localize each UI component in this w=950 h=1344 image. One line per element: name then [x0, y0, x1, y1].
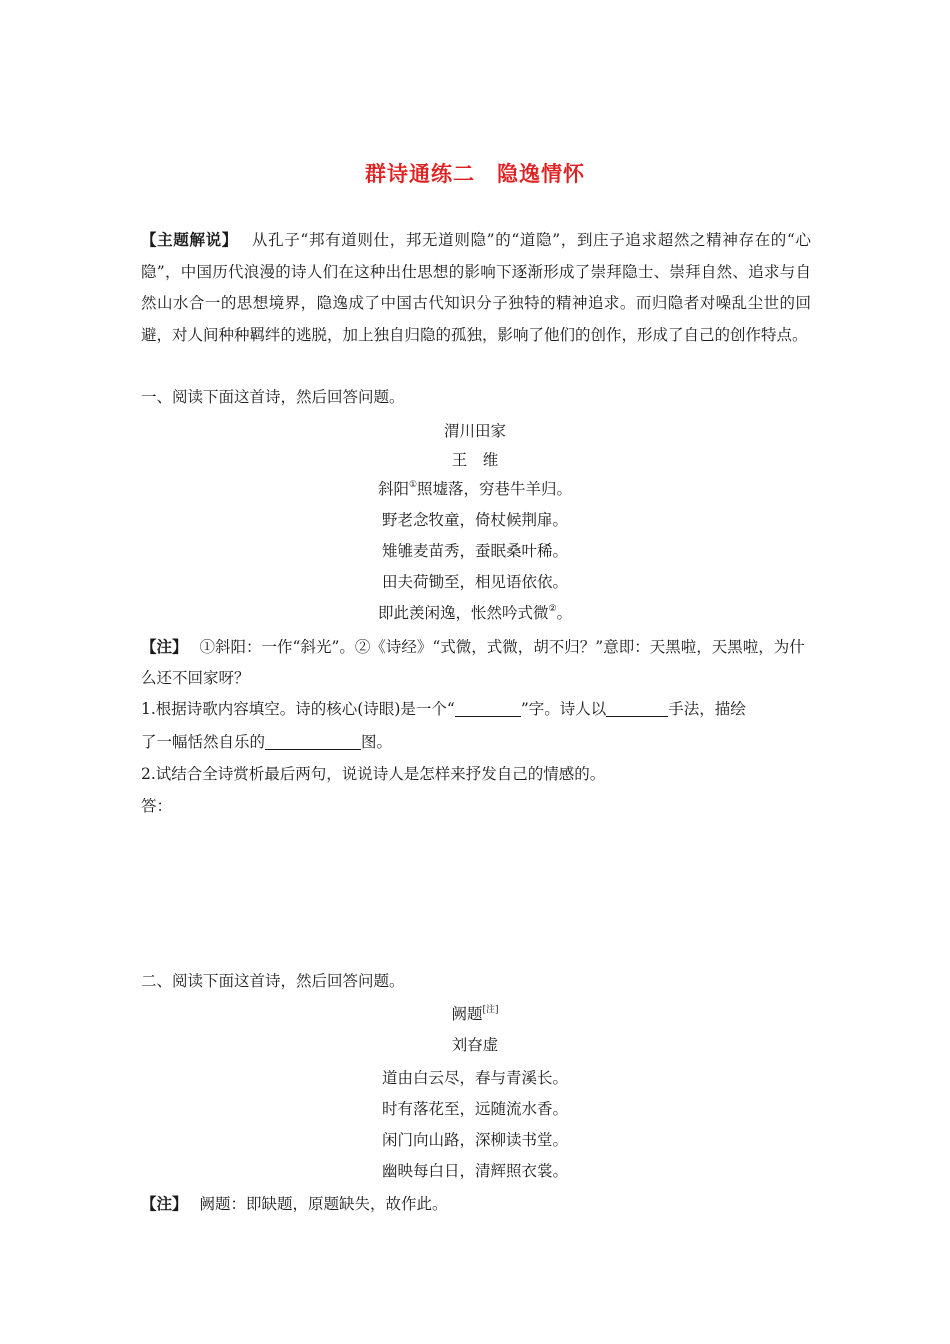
poem2-author: 刘昚虚 [451, 1036, 499, 1054]
question-1-line1: 1.根据诗歌内容填空。诗的核心(诗眼)是一个“ ”字。诗人以 手法，描绘 [141, 700, 746, 718]
intro-label: 【主题解说】 [141, 231, 238, 249]
poem2-line: 幽映每白日，清辉照衣裳。 [381, 1162, 568, 1180]
poem2-line: 闲门向山路，深柳读书堂。 [381, 1131, 568, 1149]
note-label: 【注】 [141, 638, 188, 656]
poem1-author: 王 维 [451, 451, 499, 469]
footnote-marker: ② [548, 604, 557, 614]
poem1-line: 野老念牧童，倚杖候荆扉。 [381, 511, 568, 529]
note-label: 【注】 [141, 1195, 188, 1213]
note-text: 阙题：即缺题，原题缺失，故作此。 [199, 1195, 448, 1213]
footnote-marker: [注] [482, 1005, 499, 1015]
poem1-line: 田夫荷锄至，相见语依依。 [381, 573, 568, 591]
blank-field[interactable] [606, 699, 668, 717]
section1-heading: 一、阅读下面这首诗，然后回答问题。 [141, 388, 405, 406]
poem1-line: 雉雊麦苗秀，蚕眠桑叶稀。 [381, 542, 568, 560]
poem2-title: 阙题[注] [451, 1005, 499, 1023]
note-text: ①斜阳：一作“斜光”。②《诗经》“式微，式微，胡不归？”意即：天黑啦，天黑啦，为什么还不回家呀？ [141, 638, 805, 687]
answer-label: 答： [141, 797, 173, 815]
intro-text: 从孔子“邦有道则仕，邦无道则隐”的“道隐”，到庄子追求超然之精神存在的“心隐”，中国历代浪漫的诗人们在这种出仕思想的影响下逐渐形成了崇拜隐士、崇拜自然、追求与自然山水合一的思想境界，隐逸成了中国古代知识分子独特的精神追求。而归隐者对噪乱尘世的回避，对人间种种羁绊的逃脱，加上独自归隐的孤独，影响了他们的创作，形成了自己的创作特点。 [141, 231, 811, 344]
poem2-line: 道由白云尽，春与青溪长。 [381, 1069, 568, 1087]
poem1-line: 斜阳①照墟落，穷巷牛羊归。 [377, 480, 573, 498]
poem2-note [141, 1193, 811, 1215]
question-2: 2.试结合全诗赏析最后两句，说说诗人是怎样来抒发自己的情感的。 [141, 765, 606, 783]
poem1-note [141, 632, 811, 694]
poem1-line: 即此羡闲逸，怅然吟式微②。 [377, 604, 573, 622]
footnote-marker: ① [408, 480, 418, 490]
poem2-line: 时有落花至，远随流水香。 [381, 1100, 568, 1118]
page-title: 群诗通练二 隐逸情怀 [365, 162, 585, 186]
section2-heading: 二、阅读下面这首诗，然后回答问题。 [141, 972, 405, 990]
poem1-title: 渭川田家 [443, 422, 506, 440]
question-1-line2: 了一幅恬然自乐的 图。 [141, 733, 393, 751]
blank-field[interactable] [265, 732, 361, 750]
blank-field[interactable] [455, 699, 521, 717]
theme-intro [141, 225, 811, 351]
